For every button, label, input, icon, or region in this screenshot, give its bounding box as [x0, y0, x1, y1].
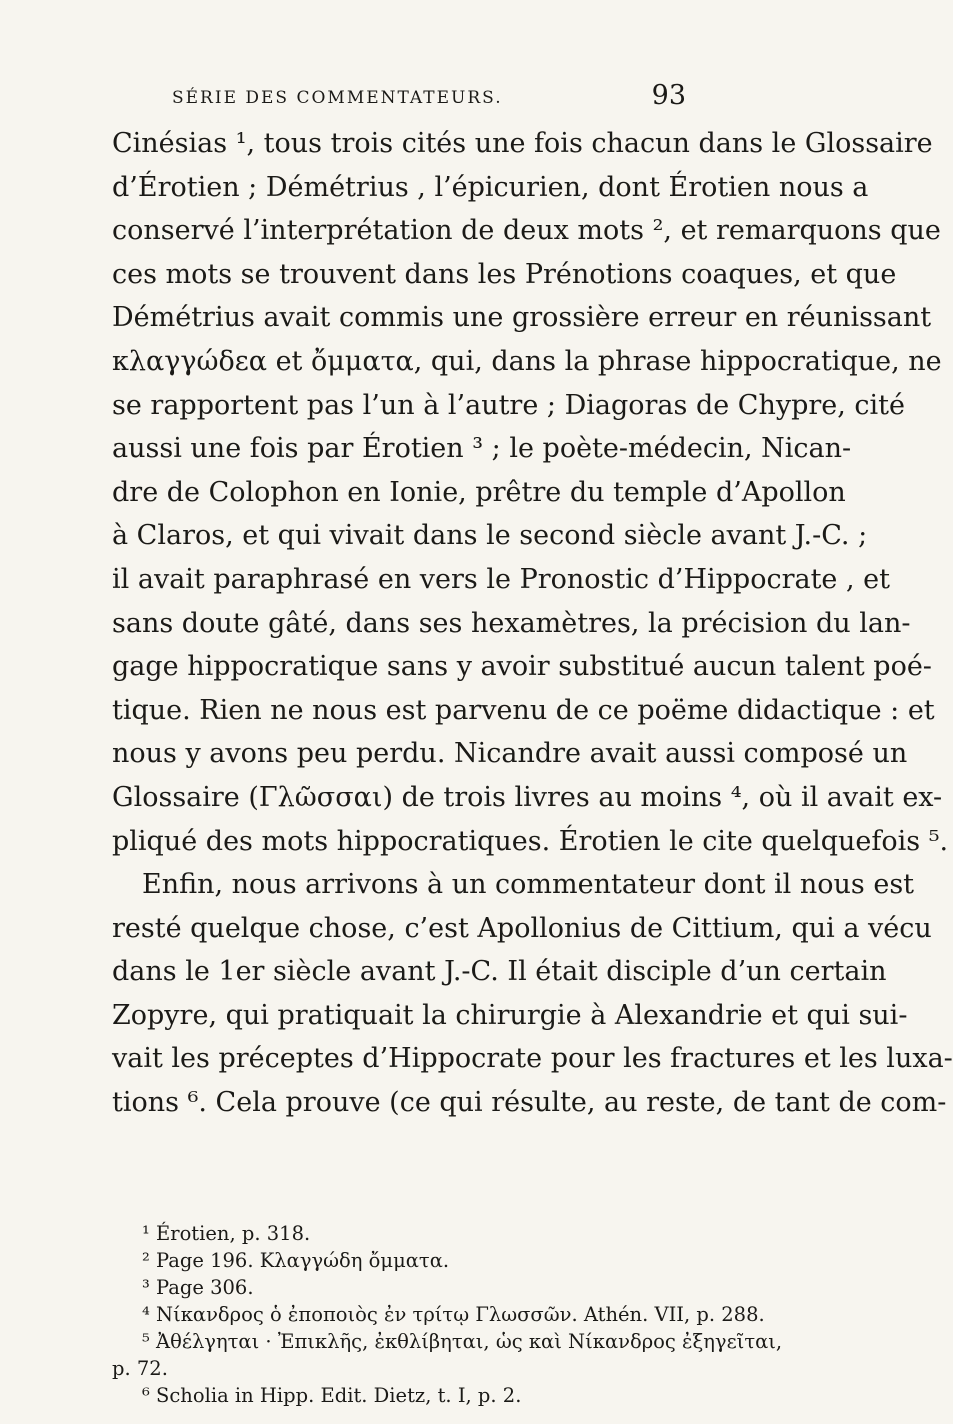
body-line: κλαγγώδεα et ὄμματα, qui, dans la phrase hippocratique, ne [112, 345, 942, 377]
body-line: ces mots se trouvent dans les Prénotions coaques, et que [112, 258, 897, 290]
body-line: Glossaire (Γλῶσσαι) de trois livres au moins ⁴, où il avait ex- [112, 781, 943, 813]
page-number: 93 [651, 80, 686, 111]
body-line: d’Érotien ; Démétrius , l’épicurien, dont Érotien nous a [112, 171, 869, 203]
body-line: conservé l’interprétation de deux mots ², et remarquons que [112, 215, 941, 247]
body-line: Démétrius avait commis une grossière erreur en réunissant [112, 302, 932, 334]
footnote: ¹ Érotien, p. 318. [142, 1222, 311, 1245]
footnote: ⁵ Ἀθέλγηται · Ἐπικλῆς, ἐκθλίβηται, ὡς καὶ Νίκανδρος ἐξηγεῖται, [142, 1330, 783, 1353]
body-line: tions ⁶. Cela prouve (ce qui résulte, au reste, de tant de com- [112, 1087, 947, 1119]
footnote: ³ Page 306. [142, 1276, 254, 1299]
body-line: sans doute gâté, dans ses hexamètres, la précision du lan- [112, 607, 911, 639]
running-title: SÉRIE DES COMMENTATEURS. [172, 88, 503, 108]
body-line: Zopyre, qui pratiquait la chirurgie à Alexandrie et qui sui- [112, 999, 908, 1031]
body-line: gage hippocratique sans y avoir substitué aucun talent poé- [112, 651, 932, 683]
footnote: ⁶ Scholia in Hipp. Edit. Dietz, t. I, p. 2. [142, 1384, 522, 1407]
footnote: ² Page 196. Κλαγγώδη ὄμματα. [142, 1249, 450, 1272]
body-line: vait les préceptes d’Hippocrate pour les fractures et les luxa- [112, 1043, 953, 1075]
body-line: il avait paraphrasé en vers le Pronostic d’Hippocrate , et [112, 563, 890, 595]
body-line: aussi une fois par Érotien ³ ; le poète-médecin, Nican- [112, 433, 852, 465]
body-line: à Claros, et qui vivait dans le second siècle avant J.-C. ; [112, 520, 868, 552]
body-line: resté quelque chose, c’est Apollonius de Cittium, qui a vécu [112, 912, 932, 944]
page-header [112, 70, 686, 120]
body-line: dans le 1er siècle avant J.-C. Il était disciple d’un certain [112, 956, 887, 988]
body-line: se rapportent pas l’un à l’autre ; Diagoras de Chypre, cité [112, 389, 906, 421]
body-line: Cinésias ¹, tous trois cités une fois chacun dans le Glossaire [112, 128, 933, 159]
body-line: Enfin, nous arrivons à un commentateur dont il nous est [142, 869, 915, 901]
body-text [112, 122, 953, 1125]
footnote-continuation: p. 72. [112, 1357, 168, 1380]
body-line: tique. Rien ne nous est parvenu de ce poëme didactique : et [112, 694, 935, 726]
footnote: ⁴ Νίκανδρος ὁ ἐποποιὸς ἐν τρίτῳ Γλωσσῶν. Athén. VII, p. 288. [142, 1303, 765, 1326]
footnotes [112, 1220, 783, 1409]
body-line: dre de Colophon en Ionie, prêtre du temple d’Apollon [112, 476, 846, 508]
body-line: pliqué des mots hippocratiques. Érotien le cite quelquefois ⁵. [112, 825, 949, 857]
body-line: nous y avons peu perdu. Nicandre avait aussi composé un [112, 738, 908, 770]
